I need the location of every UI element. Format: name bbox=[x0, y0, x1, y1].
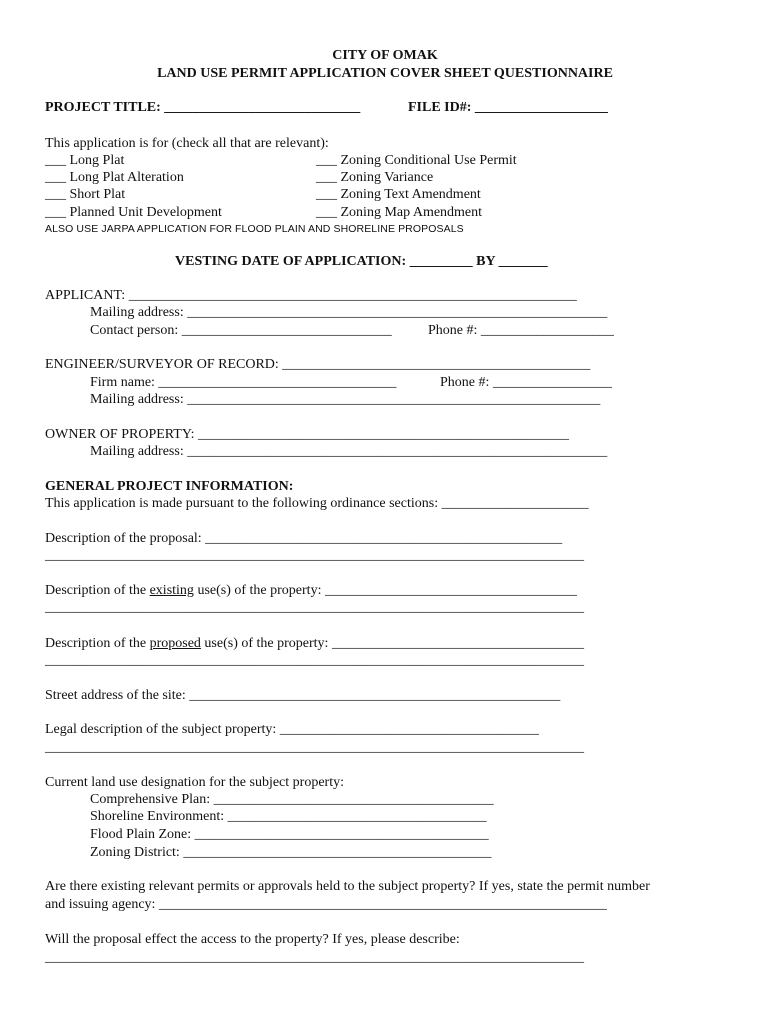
ordinance-field[interactable]: This application is made pursuant to the following ordinance sections: _____________________ bbox=[45, 496, 589, 511]
proposed-use-suffix: use(s) of the property: ____________________________________ bbox=[200, 636, 584, 651]
form-title: LAND USE PERMIT APPLICATION COVER SHEET QUESTIONNAIRE bbox=[157, 66, 613, 81]
option-planned-unit-development[interactable]: ___ Planned Unit Development bbox=[45, 205, 222, 220]
application-type-intro: This application is for (check all that are relevant): bbox=[45, 136, 329, 151]
applicant-mailing-field[interactable]: Mailing address: ____________________________________________________________ bbox=[90, 305, 608, 320]
proposed-use-line[interactable]: _____________________________________________________________________________ bbox=[45, 653, 584, 668]
proposal-description-field[interactable]: Description of the proposal: ___________________________________________________ bbox=[45, 531, 563, 546]
engineer-firm-field[interactable]: Firm name: __________________________________ bbox=[90, 375, 397, 390]
city-heading: CITY OF OMAK bbox=[332, 48, 438, 63]
existing-use-line[interactable]: _____________________________________________________________________________ bbox=[45, 600, 584, 615]
project-title-field[interactable]: PROJECT TITLE: ____________________________ bbox=[45, 100, 361, 115]
land-use-intro: Current land use designation for the subject property: bbox=[45, 775, 344, 790]
engineer-mailing-field[interactable]: Mailing address: ___________________________________________________________ bbox=[90, 392, 601, 407]
existing-permits-question: Are there existing relevant permits or approvals held to the subject property? If yes, state the permit number bbox=[45, 879, 650, 894]
legal-description-line[interactable]: _____________________________________________________________________________ bbox=[45, 740, 584, 755]
zoning-district-field[interactable]: Zoning District: ____________________________________________ bbox=[90, 845, 492, 860]
owner-mailing-field[interactable]: Mailing address: ____________________________________________________________ bbox=[90, 444, 608, 459]
comprehensive-plan-field[interactable]: Comprehensive Plan: ________________________________________ bbox=[90, 792, 494, 807]
option-zoning-text-amendment[interactable]: ___ Zoning Text Amendment bbox=[316, 187, 481, 202]
access-description-line[interactable]: _____________________________________________________________________________ bbox=[45, 950, 584, 965]
proposed-use-prefix: Description of the bbox=[45, 636, 150, 651]
proposed-word: proposed bbox=[149, 636, 201, 651]
legal-description-field[interactable]: Legal description of the subject property: _____________________________________ bbox=[45, 722, 539, 737]
jarpa-note: ALSO USE JARPA APPLICATION FOR FLOOD PLAIN AND SHORELINE PROPOSALS bbox=[45, 223, 464, 235]
flood-plain-zone-field[interactable]: Flood Plain Zone: __________________________________________ bbox=[90, 827, 489, 842]
street-address-field[interactable]: Street address of the site: _____________________________________________________ bbox=[45, 688, 561, 703]
option-zoning-variance[interactable]: ___ Zoning Variance bbox=[316, 170, 434, 185]
applicant-contact-field[interactable]: Contact person: ______________________________ bbox=[90, 323, 392, 338]
existing-word: existing bbox=[149, 583, 194, 598]
existing-use-prefix: Description of the bbox=[45, 583, 150, 598]
existing-use-field[interactable] bbox=[45, 583, 577, 599]
owner-field[interactable]: OWNER OF PROPERTY: _____________________________________________________ bbox=[45, 427, 570, 442]
option-zoning-map-amendment[interactable]: ___ Zoning Map Amendment bbox=[316, 205, 483, 220]
option-zoning-conditional-use-permit[interactable]: ___ Zoning Conditional Use Permit bbox=[316, 153, 517, 168]
option-long-plat-alteration[interactable]: ___ Long Plat Alteration bbox=[45, 170, 184, 185]
proposal-description-line[interactable]: _____________________________________________________________________________ bbox=[45, 548, 584, 563]
existing-use-suffix: use(s) of the property: ____________________________________ bbox=[193, 583, 577, 598]
file-id-field[interactable]: FILE ID#: ___________________ bbox=[408, 100, 608, 115]
proposed-use-field[interactable] bbox=[45, 636, 584, 652]
engineer-field[interactable]: ENGINEER/SURVEYOR OF RECORD: ____________________________________________ bbox=[45, 357, 591, 372]
access-question: Will the proposal effect the access to the property? If yes, please describe: bbox=[45, 932, 460, 947]
applicant-phone-field[interactable]: Phone #: ___________________ bbox=[428, 323, 614, 338]
vesting-date-field[interactable]: VESTING DATE OF APPLICATION: _________ BY _______ bbox=[175, 254, 548, 269]
option-short-plat[interactable]: ___ Short Plat bbox=[45, 187, 126, 202]
option-long-plat[interactable]: ___ Long Plat bbox=[45, 153, 125, 168]
general-info-heading: GENERAL PROJECT INFORMATION: bbox=[45, 479, 294, 494]
shoreline-environment-field[interactable]: Shoreline Environment: _____________________________________ bbox=[90, 809, 487, 824]
engineer-phone-field[interactable]: Phone #: _________________ bbox=[440, 375, 612, 390]
issuing-agency-field[interactable]: and issuing agency: ________________________________________________________________ bbox=[45, 897, 607, 912]
applicant-field[interactable]: APPLICANT: ________________________________________________________________ bbox=[45, 288, 577, 303]
